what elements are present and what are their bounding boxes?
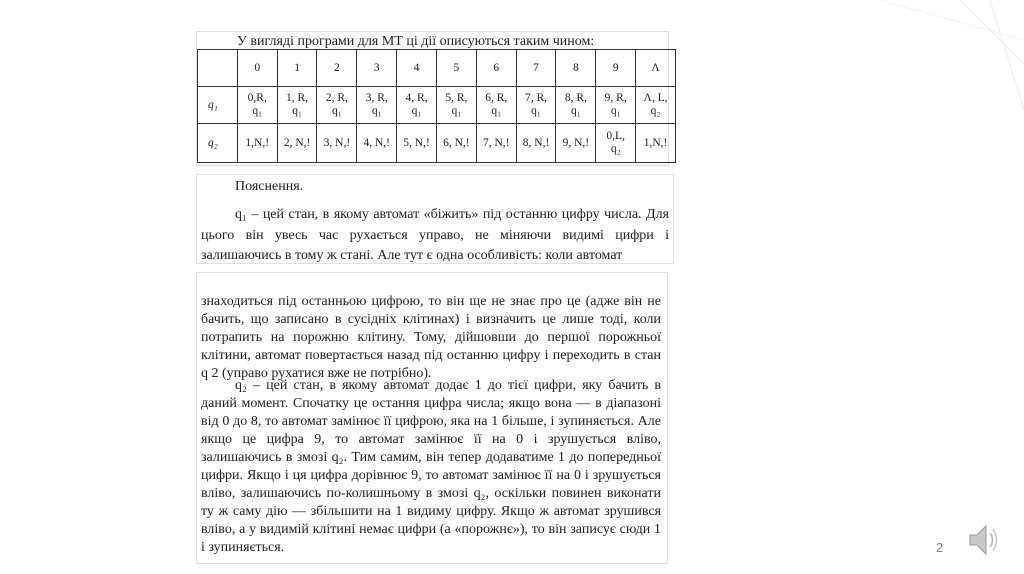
table-cell: 7, R, q₁ — [516, 87, 556, 124]
table-cell: 1,N,! — [237, 124, 277, 163]
table-image — [196, 31, 669, 166]
table-cell: 2, R, q₁ — [317, 87, 357, 124]
header-cell: 1 — [277, 50, 317, 87]
table-cell: 3, R, q₁ — [357, 87, 397, 124]
table-corner-cell — [198, 50, 238, 87]
page-number: 2 — [936, 540, 944, 555]
table-cell: 8, N,! — [516, 124, 556, 163]
state-cell: q₂ — [198, 124, 238, 163]
table-cell: 8, R, q₁ — [556, 87, 596, 124]
table-cell: 7, N,! — [476, 124, 516, 163]
header-cell: 0 — [237, 50, 277, 87]
table-cell: 4, N,! — [357, 124, 397, 163]
table-row — [198, 87, 676, 124]
state-cell: q₁ — [198, 87, 238, 124]
header-cell: Λ — [636, 50, 676, 87]
table-cell: 9, R, q₁ — [596, 87, 636, 124]
table-cell: Λ, L, q₂ — [636, 87, 676, 124]
header-cell: 3 — [357, 50, 397, 87]
header-cell: 8 — [556, 50, 596, 87]
header-cell: 9 — [596, 50, 636, 87]
header-cell: 6 — [476, 50, 516, 87]
header-cell: 5 — [436, 50, 476, 87]
header-cell: 7 — [516, 50, 556, 87]
turing-machine-table — [197, 49, 676, 163]
table-cell: 5, R, q₁ — [436, 87, 476, 124]
table-cell: 1,N,! — [636, 124, 676, 163]
table-cell: 9, N,! — [556, 124, 596, 163]
header-cell: 4 — [397, 50, 437, 87]
paragraph-continuation: знаходиться під останньою цифрою, то він ще не знає про це (адже він не бачить, що записано в сусідніх клітинах) і визначить це лише тоді, коли потрапить на порожню клітину. Тому, дійшовши до першої порожньої клітини, автомат повертається назад під останню цифру і переходить в стан q 2 (управо рухатися вже не потрібно). — [201, 294, 661, 381]
paragraph-q2: q₂ – цей стан, в якому автомат додає 1 до тієї цифри, яку бачить в даний момент. Спочатку це остання цифра числа; якщо вона — в діапазоні від 0 до 8, то автомат замінює її цифрою, яка на 1 більше, і зупиняється. Але якщо це цифра 9, то автомат замінює її на 0 і зрушується вліво, залишаючись в змозі q₂. Тим самим, він тепер додаватиме 1 до попередньої цифри. Якщо і ця цифра дорівнює 9, то автомат замінює її на 0 і зрушується вліво, залишаючись по-колишньому в змозі q₂, оскільки повинен виконати ту ж саму дію — збільшити на 1 видиму цифру. Якщо ж автомат зрушився вліво, а у видимій клітині немає цифри (а «порожнє»), то він записує сюди 1 і зупиняється. — [201, 378, 661, 555]
explanation-top — [196, 174, 674, 264]
table-cell: 2, N,! — [277, 124, 317, 163]
explanation-title: Пояснення. — [235, 179, 304, 194]
table-cell: 3, N,! — [317, 124, 357, 163]
table-cell: 5, N,! — [397, 124, 437, 163]
table-cell: 0,R, q₁ — [237, 87, 277, 124]
table-heading: У вигляді програми для МТ ці дії описуються таким чином: — [237, 34, 595, 49]
table-header-row — [198, 50, 676, 87]
paragraph-q1: q₁ – цей стан, в якому автомат «біжить» під останню цифру числа. Для цього він увесь час рухається управо, не міняючи видимі цифри і залишаючись в тому ж стані. Але тут є одна особливість: коли автомат — [201, 207, 669, 263]
table-cell: 4, R, q₁ — [397, 87, 437, 124]
header-cell: 2 — [317, 50, 357, 87]
table-row — [198, 124, 676, 163]
table-cell: 6, R, q₁ — [476, 87, 516, 124]
table-cell: 1, R, q₁ — [277, 87, 317, 124]
table-cell: 6, N,! — [436, 124, 476, 163]
explanation-bottom — [196, 272, 668, 564]
table-cell: 0,L, q₂ — [596, 124, 636, 163]
speaker-icon[interactable] — [966, 520, 1000, 560]
